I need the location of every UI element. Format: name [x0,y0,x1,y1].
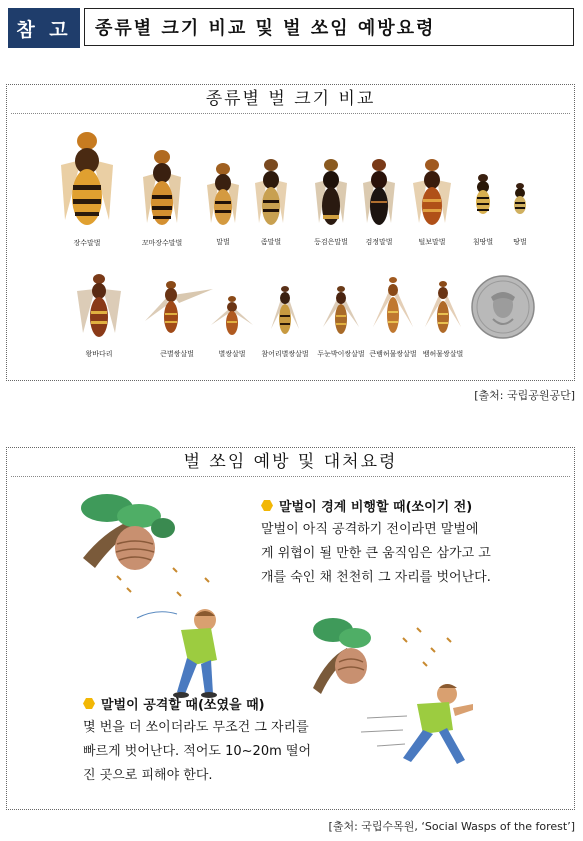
tip2-heading [83,694,265,713]
hexagon-bullet-icon [83,698,95,709]
wasp-deunggeomeun [309,153,353,246]
wasp-label: 털보말벌 [418,238,446,246]
hornet-icon [407,153,457,231]
paper-wasp-icon [139,275,215,341]
wasp-keunbaem [369,271,417,358]
size-panel-title: 종류별 벌 크기 비교 [205,89,376,109]
paper-wasp-icon [267,281,303,341]
tip2-body [83,716,353,788]
wasp-label: 뱀허물쌍살벌 [422,350,464,358]
wasp-icon [509,181,531,217]
page-title: 종류별 크기 비교 및 벌 쏘임 예방요령 [84,8,574,46]
wasp-chameori [261,281,309,358]
wasp-label: 장수말벌 [73,239,101,247]
wasp-ttang [509,181,531,246]
wasp-jom [249,153,293,246]
paper-wasp-icon [369,271,417,341]
hornet-icon [201,157,245,231]
source-note: [출처: 국립수목원, ‘Social Wasps of the forest’] [328,820,575,833]
hornet-icon [309,153,353,231]
wasp-jangsu [51,125,123,247]
tip1-heading [261,496,472,515]
coin-icon [471,275,535,339]
hornet-icon [51,125,123,235]
wasp-kkoma-jangsu [135,143,189,247]
wasp-teolbo [407,153,457,246]
paper-wasp-icon [319,281,363,341]
wasp-chimttang [469,171,497,246]
illustration-approach [77,488,247,708]
wasp-label: 검정말벌 [365,238,393,246]
paper-wasp-icon [421,275,465,341]
prevention-panel [6,447,575,810]
wasp-geomjeong [357,153,401,246]
wasp-label: 꼬마장수말벌 [141,239,183,247]
tip1-line: 말벌이 아직 공격하기 전이라면 말벌에 [261,522,479,537]
wasp-label: 두눈박이쌍살벌 [317,350,365,358]
wasp-label: 별쌍살벌 [218,350,246,358]
wasp-label: 큰뱀허물쌍살벌 [369,350,417,358]
hornet-icon [249,153,293,231]
wasp-nest-person-illustration [77,488,247,708]
wasp-icon [469,171,497,217]
tip2-heading-text: 말벌이 공격할 때(쏘였을 때) [101,698,265,713]
paper-wasp-icon [207,291,257,341]
tip2-line: 몇 번을 더 쏘이더라도 무조건 그 자리를 [83,720,309,735]
prevention-panel-title: 벌 쏘임 예방 및 대처요령 [183,452,398,472]
wasp-keunbyeol [139,275,215,358]
wasp-label: 좀말벌 [260,238,282,246]
wasp-label: 말벌 [216,238,230,246]
wasp-label: 큰별쌍살벌 [160,350,194,358]
hornet-icon [357,153,401,231]
wasp-wangbadari [69,269,129,358]
wasp-label: 침땅벌 [472,238,494,246]
tip2-line: 빠르게 벗어난다. 적어도 10~20m 떨어 [83,744,311,759]
tip1-body [261,518,561,590]
wasp-label: 참어리별쌍살벌 [261,350,309,358]
source-note: [출처: 국립공원공단] [474,389,575,402]
wasp-label: 땅벌 [513,238,527,246]
tip1-heading-text: 말벌이 경계 비행할 때(쏘이기 전) [279,500,473,515]
reference-badge: 참 고 [8,8,80,48]
wasp-byeolssangsal [207,291,257,358]
divider [11,476,570,477]
tip1-line: 개를 숙인 채 천천히 그 자리를 벗어난다. [261,570,491,585]
wasp-mal [201,157,245,246]
hornet-icon [135,143,189,231]
hexagon-bullet-icon [261,500,273,511]
wasp-dunun [317,281,365,358]
wasp-label: 등검은말벌 [314,238,348,246]
tip1-line: 게 위협이 될 만한 큰 움직임은 삼가고 고 [261,546,491,561]
tip2-line: 진 곳으로 피해야 한다. [83,768,213,783]
coin-image [471,275,535,339]
header [8,8,575,48]
wasp-baemheomul [421,275,465,358]
size-comparison-panel [6,84,575,381]
divider [11,113,570,114]
paper-wasp-icon [69,269,129,345]
wasp-label: 왕바다리 [85,350,113,358]
